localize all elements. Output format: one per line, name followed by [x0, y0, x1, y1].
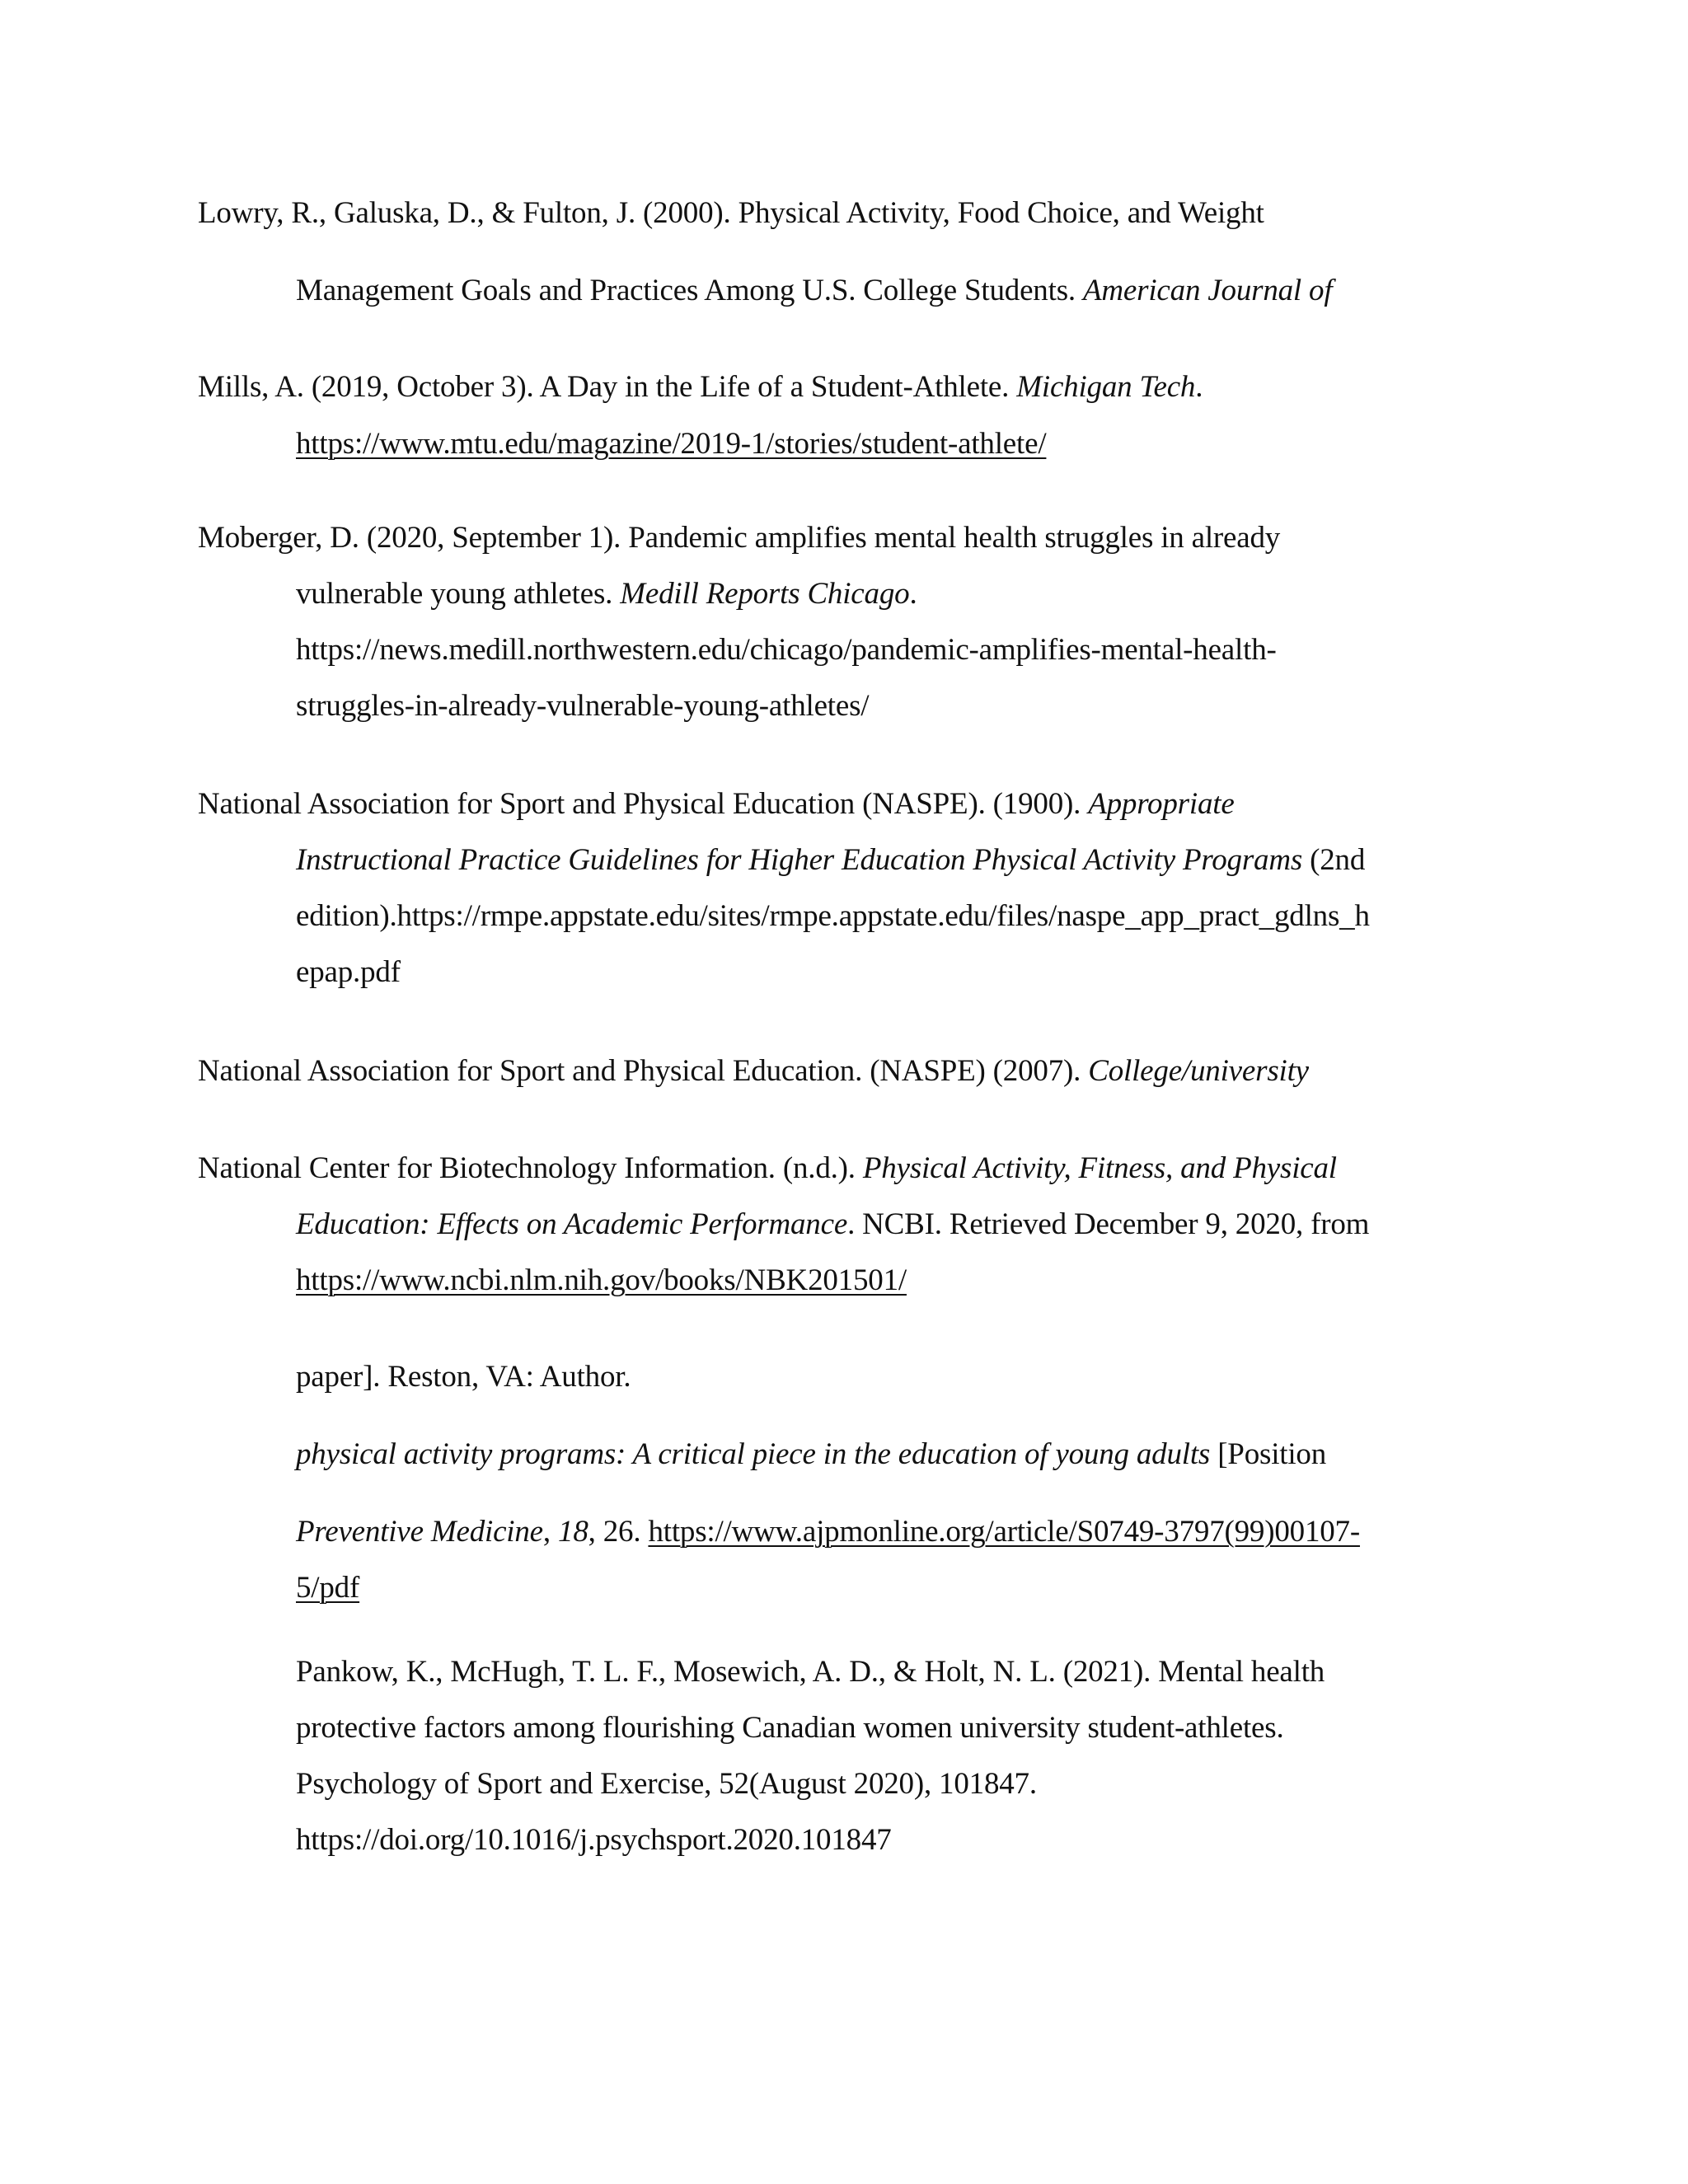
- naspe-1900-reference-line-3: [296, 898, 1370, 935]
- pankow-reference-line-4: [296, 1821, 892, 1859]
- fragment-sep-1: ,: [542, 1515, 559, 1549]
- fragment-sep-2: , 26.: [588, 1515, 649, 1549]
- fragment-volume: 18: [558, 1515, 588, 1549]
- pankow-reference-line-3: [296, 1765, 1037, 1803]
- mills-source: Michigan Tech: [1016, 370, 1196, 404]
- naspe-2007-author: National Association for Sport and Physical Education. (NASPE) (2007).: [198, 1054, 1089, 1088]
- ncbi-author: National Center for Biotechnology Information. (n.d.).: [198, 1151, 863, 1185]
- pankow-reference-line-1: [296, 1653, 1325, 1691]
- fragment-url-link-part-2[interactable]: 5/pdf: [296, 1571, 360, 1605]
- fragment-paper-text: paper]. Reston, VA: Author.: [296, 1360, 631, 1394]
- fragment-paper-line: [296, 1358, 631, 1396]
- pankow-title-cont: protective factors among flourishing Canadian women university student-athletes.: [296, 1711, 1284, 1745]
- ncbi-url-link[interactable]: https://www.ncbi.nlm.nih.gov/books/NBK201501/: [296, 1263, 907, 1297]
- lowry-journal: American Journal of: [1083, 274, 1333, 307]
- mills-url-link[interactable]: https://www.mtu.edu/magazine/2019-1/stories/student-athlete/: [296, 427, 1047, 461]
- naspe-1900-edition: (2nd: [1302, 843, 1366, 877]
- naspe-1900-reference-line-4: [296, 954, 401, 991]
- naspe-1900-title-start: Appropriate: [1088, 787, 1235, 821]
- lowry-authors-title: Lowry, R., Galuska, D., & Fulton, J. (2000). Physical Activity, Food Choice, and Weight: [198, 196, 1264, 230]
- pankow-reference-line-2: [296, 1709, 1284, 1747]
- fragment-programs-title: physical activity programs: A critical piece in the education of young adults: [296, 1437, 1211, 1471]
- moberger-reference-line-2: [296, 575, 917, 613]
- naspe-1900-author: National Association for Sport and Physical Education (NASPE). (1900).: [198, 787, 1089, 821]
- fragment-journal: Preventive Medicine: [296, 1515, 543, 1549]
- naspe-1900-url-part-2: epap.pdf: [296, 955, 401, 989]
- ncbi-title-start: Physical Activity, Fitness, and Physical: [862, 1151, 1337, 1185]
- moberger-title-cont: vulnerable young athletes.: [296, 577, 621, 611]
- fragment-preventive-line-1: [296, 1513, 1360, 1551]
- naspe-1900-reference-line-2: [296, 841, 1365, 879]
- naspe-1900-title: Instructional Practice Guidelines for Higher Education Physical Activity Programs: [296, 843, 1303, 877]
- moberger-url-part-1: https://news.medill.northwestern.edu/chicago/pandemic-amplifies-mental-health-: [296, 633, 1277, 667]
- pankow-doi: https://doi.org/10.1016/j.psychsport.2020.101847: [296, 1823, 892, 1857]
- ncbi-reference-line-2: [296, 1206, 1369, 1244]
- moberger-reference-line-1: [198, 519, 1280, 557]
- moberger-source: Medill Reports Chicago: [620, 577, 910, 611]
- naspe-2007-title: College/university: [1088, 1054, 1309, 1088]
- naspe-1900-url-part-1: edition).https://rmpe.appstate.edu/sites/rmpe.appstate.edu/files/naspe_app_pract_gdlns_h: [296, 899, 1370, 933]
- mills-reference-line-1: [198, 368, 1203, 406]
- ncbi-title: Education: Effects on Academic Performance: [296, 1207, 848, 1241]
- ncbi-reference-line-3: [296, 1262, 907, 1300]
- lowry-title-cont: Management Goals and Practices Among U.S. College Students.: [296, 274, 1083, 307]
- moberger-reference-line-3: [296, 631, 1277, 669]
- fragment-preventive-line-2: [296, 1569, 359, 1607]
- fragment-programs-line: [296, 1436, 1326, 1474]
- mills-authors-title: Mills, A. (2019, October 3). A Day in the Life of a Student-Athlete.: [198, 370, 1017, 404]
- pankow-journal: Psychology of Sport and Exercise, 52(August 2020), 101847.: [296, 1767, 1037, 1801]
- mills-reference-line-2: [296, 425, 1046, 463]
- naspe-1900-reference-line-1: [198, 785, 1235, 823]
- fragment-position: [Position: [1210, 1437, 1327, 1471]
- ncbi-reference-line-1: [198, 1150, 1337, 1188]
- naspe-2007-reference-line-1: [198, 1052, 1309, 1090]
- pankow-authors-title: Pankow, K., McHugh, T. L. F., Mosewich, A. D., & Holt, N. L. (2021). Mental health: [296, 1655, 1325, 1689]
- moberger-reference-line-4: [296, 687, 869, 725]
- moberger-authors-title: Moberger, D. (2020, September 1). Pandemic amplifies mental health struggles in already: [198, 521, 1281, 555]
- moberger-period: .: [909, 577, 917, 611]
- fragment-url-link-part-1[interactable]: https://www.ajpmonline.org/article/S0749-3797(99)00107-: [648, 1515, 1360, 1549]
- ncbi-retrieved: . NCBI. Retrieved December 9, 2020, from: [847, 1207, 1370, 1241]
- moberger-url-part-2: struggles-in-already-vulnerable-young-athletes/: [296, 689, 870, 723]
- lowry-reference-line-1: [198, 194, 1264, 232]
- lowry-reference-line-2: [296, 272, 1332, 310]
- mills-period: .: [1195, 370, 1203, 404]
